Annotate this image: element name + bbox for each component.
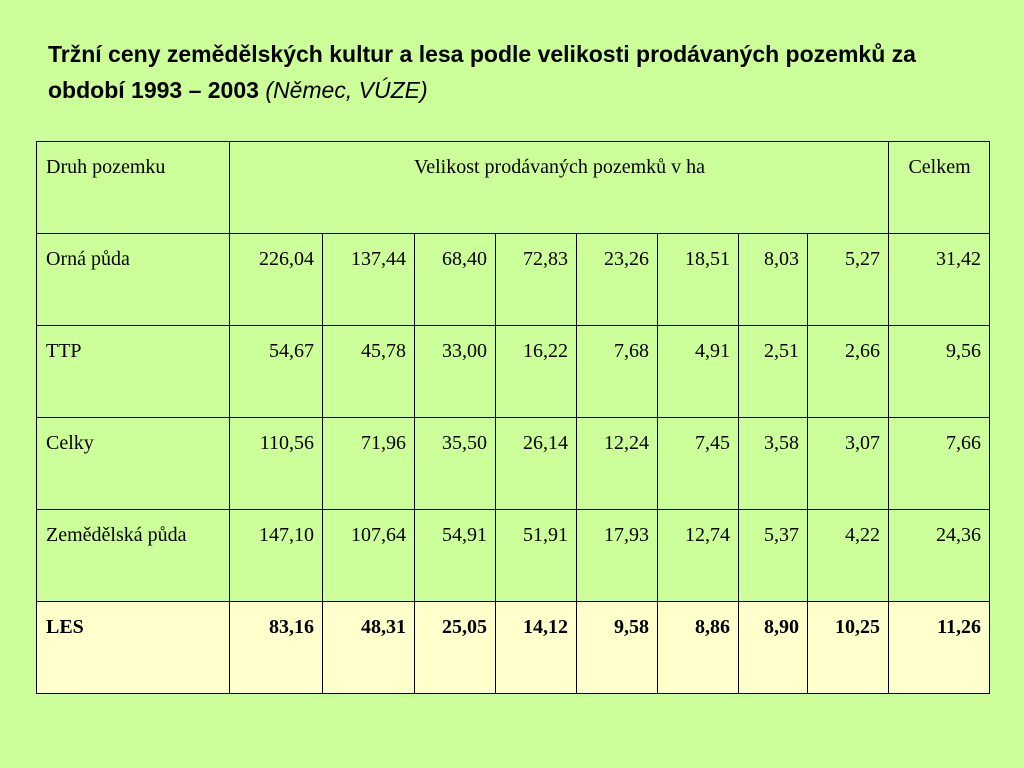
title-source: (Němec, VÚZE): [265, 77, 428, 103]
cell: 107,64: [323, 510, 415, 602]
cell-total: 11,26: [889, 602, 990, 694]
cell: 45,78: [323, 326, 415, 418]
title-main: Tržní ceny zemědělských kultur a lesa podle velikosti prodávaných pozemků za období 1993 – 2003: [48, 41, 916, 103]
table-row: [37, 326, 990, 418]
cell: 9,58: [577, 602, 658, 694]
cell: 26,14: [496, 418, 577, 510]
cell: 2,51: [739, 326, 808, 418]
cell: 16,22: [496, 326, 577, 418]
table-row-les: [37, 602, 990, 694]
cell: 18,51: [658, 234, 739, 326]
row-label: Orná půda: [37, 234, 230, 326]
cell-total: 7,66: [889, 418, 990, 510]
cell: 51,91: [496, 510, 577, 602]
cell: 12,74: [658, 510, 739, 602]
row-label: TTP: [37, 326, 230, 418]
cell: 72,83: [496, 234, 577, 326]
cell: 48,31: [323, 602, 415, 694]
cell: 7,45: [658, 418, 739, 510]
slide-title: [48, 36, 988, 108]
cell: 33,00: [415, 326, 496, 418]
cell: 10,25: [808, 602, 889, 694]
cell: 35,50: [415, 418, 496, 510]
cell: 4,22: [808, 510, 889, 602]
header-sizes: Velikost prodávaných pozemků v ha: [230, 142, 889, 234]
cell: 54,91: [415, 510, 496, 602]
table-header-row: [37, 142, 990, 234]
cell: 12,24: [577, 418, 658, 510]
row-label: Celky: [37, 418, 230, 510]
table-row: [37, 510, 990, 602]
cell: 23,26: [577, 234, 658, 326]
cell: 3,58: [739, 418, 808, 510]
cell: 2,66: [808, 326, 889, 418]
cell: 137,44: [323, 234, 415, 326]
cell-total: 24,36: [889, 510, 990, 602]
row-label: Zemědělská půda: [37, 510, 230, 602]
cell: 68,40: [415, 234, 496, 326]
cell: 110,56: [230, 418, 323, 510]
cell: 7,68: [577, 326, 658, 418]
price-table: [36, 141, 990, 694]
header-total: Celkem: [889, 142, 990, 234]
cell: 8,03: [739, 234, 808, 326]
cell: 3,07: [808, 418, 889, 510]
cell: 147,10: [230, 510, 323, 602]
cell: 226,04: [230, 234, 323, 326]
cell-total: 31,42: [889, 234, 990, 326]
cell: 71,96: [323, 418, 415, 510]
cell: 25,05: [415, 602, 496, 694]
cell: 54,67: [230, 326, 323, 418]
cell: 17,93: [577, 510, 658, 602]
cell: 5,37: [739, 510, 808, 602]
cell: 14,12: [496, 602, 577, 694]
table-row: [37, 418, 990, 510]
cell: 8,90: [739, 602, 808, 694]
row-label: LES: [37, 602, 230, 694]
cell: 83,16: [230, 602, 323, 694]
cell: 4,91: [658, 326, 739, 418]
cell: 5,27: [808, 234, 889, 326]
table-row: [37, 234, 990, 326]
header-type: Druh pozemku: [37, 142, 230, 234]
cell: 8,86: [658, 602, 739, 694]
cell-total: 9,56: [889, 326, 990, 418]
